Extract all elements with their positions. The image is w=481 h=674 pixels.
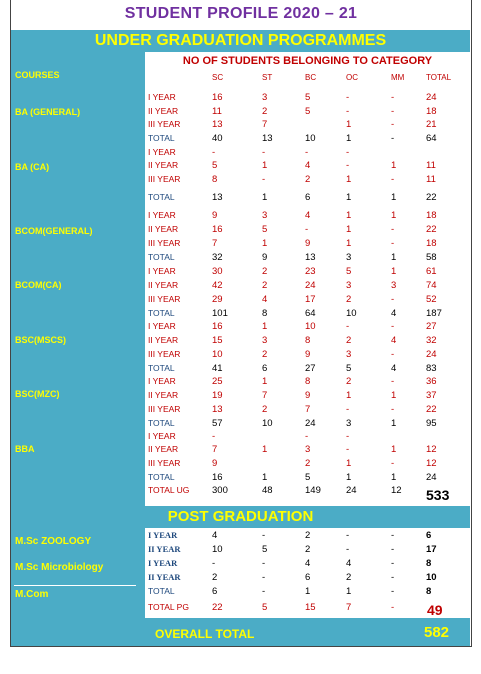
- table-cell: 2: [262, 106, 268, 117]
- table-cell: 8: [262, 308, 268, 319]
- table-cell: 6: [262, 363, 268, 374]
- table-cell: 5: [305, 106, 311, 117]
- table-row: [0, 280, 481, 293]
- table-cell: 10: [346, 308, 357, 319]
- row-label: III YEAR: [148, 174, 181, 184]
- table-cell: 1: [346, 458, 352, 469]
- table-cell: 7: [262, 119, 268, 130]
- table-cell: 1: [391, 390, 397, 401]
- table-cell: 101: [212, 308, 228, 319]
- row-label: II YEAR: [148, 572, 181, 582]
- page-title: STUDENT PROFILE 2020 – 21: [124, 5, 358, 22]
- table-cell: 4: [391, 363, 397, 374]
- row-label: III YEAR: [148, 238, 181, 248]
- row-label: TOTAL PG: [148, 602, 189, 612]
- table-cell: 2: [346, 376, 352, 387]
- table-cell: -: [391, 294, 395, 305]
- table-cell: 9: [305, 390, 311, 401]
- pg-grand-total: 49: [427, 602, 443, 618]
- course-name: BCOM(CA): [15, 280, 62, 290]
- table-cell: 16: [212, 224, 223, 235]
- table-cell: 5: [346, 266, 352, 277]
- table-cell: 8: [212, 174, 218, 185]
- table-cell: 1: [346, 133, 352, 144]
- table-cell: -: [391, 106, 395, 117]
- row-label: I YEAR: [148, 210, 176, 220]
- table-row: [0, 238, 481, 251]
- table-row: [0, 349, 481, 362]
- table-cell: 9: [212, 210, 218, 221]
- table-row: [0, 602, 481, 615]
- table-cell: -: [391, 404, 395, 415]
- table-cell: 8: [426, 586, 432, 597]
- row-label: TOTAL UG: [148, 485, 190, 495]
- table-cell: 2: [346, 572, 352, 583]
- table-cell: -: [346, 431, 350, 442]
- row-label: I YEAR: [148, 321, 176, 331]
- pg-course-name: M.Sc Microbiology: [15, 562, 104, 573]
- table-cell: 4: [305, 210, 311, 221]
- table-cell: -: [262, 530, 266, 541]
- course-name: BSC(MZC): [15, 389, 60, 399]
- table-row: [0, 431, 481, 444]
- table-cell: 10: [305, 321, 316, 332]
- row-label: II YEAR: [148, 335, 179, 345]
- row-label: TOTAL: [148, 472, 175, 482]
- table-cell: 2: [346, 335, 352, 346]
- table-cell: -: [391, 133, 395, 144]
- table-cell: 22: [426, 404, 437, 415]
- row-label: I YEAR: [148, 530, 178, 540]
- table-cell: -: [391, 572, 395, 583]
- table-cell: 29: [212, 294, 223, 305]
- table-cell: 32: [426, 335, 437, 346]
- table-cell: 16: [212, 92, 223, 103]
- pg-course-name: M.Com: [15, 589, 49, 600]
- table-cell: 5: [346, 363, 352, 374]
- table-cell: 10: [212, 349, 223, 360]
- table-row: [0, 444, 481, 457]
- table-cell: 3: [346, 418, 352, 429]
- row-label: III YEAR: [148, 458, 181, 468]
- row-label: II YEAR: [148, 544, 181, 554]
- table-cell: -: [262, 147, 266, 158]
- table-cell: 42: [212, 280, 223, 291]
- table-row: [0, 363, 481, 376]
- table-row: [0, 266, 481, 279]
- table-cell: 10: [305, 133, 316, 144]
- table-cell: 18: [426, 210, 437, 221]
- table-cell: 1: [262, 444, 268, 455]
- table-cell: 6: [305, 192, 311, 203]
- table-row: [0, 376, 481, 389]
- table-cell: 18: [426, 238, 437, 249]
- row-label: II YEAR: [148, 106, 179, 116]
- pg-course-name: M.Sc ZOOLOGY: [15, 536, 92, 547]
- table-cell: -: [346, 544, 350, 555]
- table-cell: -: [305, 147, 309, 158]
- table-cell: 4: [305, 558, 311, 569]
- table-cell: 17: [305, 294, 316, 305]
- table-cell: 64: [305, 308, 316, 319]
- table-cell: 8: [305, 376, 311, 387]
- row-label: I YEAR: [148, 266, 176, 276]
- table-cell: -: [212, 147, 216, 158]
- table-cell: -: [346, 321, 350, 332]
- table-row: [0, 294, 481, 307]
- table-cell: 11: [212, 106, 222, 117]
- table-row: [0, 558, 481, 571]
- row-label: TOTAL: [148, 252, 175, 262]
- table-cell: 3: [346, 252, 352, 263]
- table-cell: 25: [212, 376, 223, 387]
- row-label: TOTAL: [148, 418, 175, 428]
- table-cell: 2: [305, 530, 311, 541]
- table-cell: 9: [305, 238, 311, 249]
- table-row: [0, 458, 481, 471]
- table-cell: 1: [262, 238, 268, 249]
- table-cell: 9: [212, 458, 218, 469]
- overall-label: OVERALL TOTAL: [155, 627, 255, 641]
- table-row: [0, 530, 481, 543]
- table-cell: 1: [262, 321, 268, 332]
- table-cell: 4: [391, 335, 397, 346]
- table-cell: 1: [391, 160, 397, 171]
- table-cell: 1: [391, 266, 397, 277]
- table-cell: 2: [305, 544, 311, 555]
- table-cell: 7: [212, 444, 218, 455]
- table-cell: -: [262, 174, 266, 185]
- table-row: [0, 210, 481, 223]
- table-cell: -: [262, 558, 266, 569]
- table-cell: -: [262, 586, 266, 597]
- table-row: [0, 418, 481, 431]
- table-cell: 37: [426, 390, 437, 401]
- row-label: II YEAR: [148, 444, 179, 454]
- table-row: [0, 390, 481, 403]
- table-cell: -: [391, 530, 395, 541]
- course-name: BA (CA): [15, 162, 50, 172]
- table-row: [0, 92, 481, 105]
- row-label: TOTAL: [148, 363, 175, 373]
- table-cell: 57: [212, 418, 223, 429]
- table-cell: -: [346, 160, 350, 171]
- table-row: [0, 224, 481, 237]
- table-cell: 16: [212, 472, 223, 483]
- row-label: III YEAR: [148, 349, 181, 359]
- row-label: III YEAR: [148, 404, 181, 414]
- table-cell: 9: [262, 252, 268, 263]
- ug-grand-total: 533: [426, 487, 450, 503]
- table-cell: -: [262, 572, 266, 583]
- pg-heading: POST GRADUATION: [167, 508, 314, 525]
- table-cell: 27: [426, 321, 437, 332]
- table-cell: 1: [391, 252, 397, 263]
- table-row: [0, 472, 481, 485]
- table-cell: 18: [426, 106, 437, 117]
- table-cell: 2: [262, 349, 268, 360]
- table-cell: -: [391, 238, 395, 249]
- table-cell: 16: [212, 321, 223, 332]
- table-cell: -: [391, 586, 395, 597]
- table-cell: 17: [426, 544, 437, 555]
- table-cell: -: [346, 444, 350, 455]
- course-name: BA (GENERAL): [15, 107, 81, 117]
- column-header: SC: [212, 73, 224, 82]
- table-cell: -: [391, 602, 395, 613]
- table-cell: -: [391, 224, 395, 235]
- row-label: III YEAR: [148, 294, 181, 304]
- table-cell: 61: [426, 266, 437, 277]
- table-cell: 13: [262, 133, 273, 144]
- table-cell: -: [346, 404, 350, 415]
- table-cell: 30: [212, 266, 223, 277]
- table-cell: 95: [426, 418, 437, 429]
- table-cell: -: [346, 530, 350, 541]
- table-cell: 22: [212, 602, 223, 613]
- table-cell: 4: [212, 530, 218, 541]
- table-cell: 187: [426, 308, 442, 319]
- table-cell: 5: [305, 92, 311, 103]
- table-cell: -: [391, 92, 395, 103]
- table-cell: 12: [426, 458, 437, 469]
- table-cell: 24: [305, 280, 316, 291]
- table-cell: -: [391, 119, 395, 130]
- table-cell: 3: [346, 349, 352, 360]
- table-cell: 4: [262, 294, 268, 305]
- table-row: [0, 544, 481, 557]
- row-label: I YEAR: [148, 147, 176, 157]
- table-cell: 24: [305, 418, 316, 429]
- table-row: [0, 308, 481, 321]
- table-cell: 10: [262, 418, 273, 429]
- column-header: ST: [262, 73, 273, 82]
- row-label: I YEAR: [148, 92, 176, 102]
- table-cell: 1: [346, 472, 352, 483]
- table-cell: 1: [346, 119, 352, 130]
- table-cell: 21: [426, 119, 437, 130]
- table-cell: 7: [346, 602, 352, 613]
- table-cell: -: [305, 431, 309, 442]
- column-header: BC: [305, 73, 317, 82]
- table-row: [0, 586, 481, 599]
- course-name: BBA: [15, 444, 35, 454]
- table-cell: 15: [305, 602, 316, 613]
- table-row: [0, 572, 481, 585]
- table-cell: 6: [426, 530, 432, 541]
- table-cell: 11: [426, 160, 436, 171]
- table-cell: 13: [305, 252, 316, 263]
- table-row: [0, 252, 481, 265]
- table-cell: 74: [426, 280, 437, 291]
- table-cell: -: [346, 147, 350, 158]
- category-header: NO OF STUDENTS BELONGING TO CATEGORY: [182, 55, 433, 67]
- table-cell: 1: [391, 418, 397, 429]
- table-cell: 3: [305, 444, 311, 455]
- table-row: [0, 192, 481, 205]
- row-label: TOTAL: [148, 308, 175, 318]
- table-cell: 19: [212, 390, 223, 401]
- table-cell: 1: [346, 238, 352, 249]
- table-cell: 83: [426, 363, 437, 374]
- table-cell: 8: [426, 558, 432, 569]
- table-cell: -: [391, 321, 395, 332]
- table-cell: 24: [346, 485, 357, 496]
- row-label: I YEAR: [148, 558, 178, 568]
- row-label: II YEAR: [148, 224, 179, 234]
- table-cell: 40: [212, 133, 223, 144]
- table-cell: 3: [262, 210, 268, 221]
- table-cell: 1: [305, 586, 311, 597]
- column-header: MM: [391, 73, 405, 82]
- table-cell: 1: [262, 472, 268, 483]
- table-cell: 2: [262, 266, 268, 277]
- table-cell: 5: [262, 602, 268, 613]
- course-name: BSC(MSCS): [15, 335, 66, 345]
- table-cell: -: [346, 106, 350, 117]
- table-cell: 1: [262, 192, 268, 203]
- table-cell: 6: [212, 586, 218, 597]
- table-row: [0, 485, 481, 498]
- row-label: I YEAR: [148, 431, 176, 441]
- table-cell: 4: [305, 160, 311, 171]
- table-cell: 9: [305, 349, 311, 360]
- table-row: [0, 133, 481, 146]
- table-cell: -: [391, 558, 395, 569]
- table-cell: 10: [212, 544, 223, 555]
- table-row: [0, 174, 481, 187]
- table-cell: 13: [212, 404, 223, 415]
- table-cell: 5: [305, 472, 311, 483]
- table-cell: 24: [426, 349, 437, 360]
- table-cell: -: [391, 376, 395, 387]
- table-cell: 11: [426, 174, 436, 185]
- table-cell: -: [391, 544, 395, 555]
- table-cell: 24: [426, 92, 437, 103]
- table-cell: 3: [391, 280, 397, 291]
- row-label: I YEAR: [148, 376, 176, 386]
- table-cell: 3: [262, 92, 268, 103]
- row-label: II YEAR: [148, 390, 179, 400]
- table-cell: 2: [346, 294, 352, 305]
- table-cell: 13: [212, 192, 223, 203]
- table-row: [0, 321, 481, 334]
- row-label: TOTAL: [148, 586, 175, 596]
- table-cell: 149: [305, 485, 321, 496]
- course-name: BCOM(GENERAL): [15, 226, 93, 236]
- table-cell: 1: [391, 210, 397, 221]
- table-cell: 12: [426, 444, 437, 455]
- table-cell: 5: [212, 160, 218, 171]
- table-cell: 32: [212, 252, 223, 263]
- table-cell: 2: [262, 280, 268, 291]
- table-cell: 52: [426, 294, 437, 305]
- column-header: OC: [346, 73, 358, 82]
- table-cell: 6: [305, 572, 311, 583]
- table-cell: 15: [212, 335, 223, 346]
- table-cell: 1: [346, 224, 352, 235]
- overall-total: 582: [424, 624, 450, 641]
- table-cell: 64: [426, 133, 437, 144]
- table-cell: 1: [391, 444, 397, 455]
- table-cell: 2: [305, 458, 311, 469]
- table-cell: 1: [391, 472, 397, 483]
- table-row: [0, 106, 481, 119]
- table-cell: 3: [262, 335, 268, 346]
- table-cell: 10: [426, 572, 437, 583]
- row-label: TOTAL: [148, 192, 175, 202]
- table-cell: -: [305, 224, 309, 235]
- table-cell: 22: [426, 192, 437, 203]
- table-cell: 1: [391, 192, 397, 203]
- row-label: II YEAR: [148, 280, 179, 290]
- table-cell: 36: [426, 376, 437, 387]
- table-cell: 1: [346, 192, 352, 203]
- ug-heading: UNDER GRADUATION PROGRAMMES: [94, 32, 387, 49]
- table-row: [0, 147, 481, 160]
- table-row: [0, 404, 481, 417]
- table-cell: 1: [346, 586, 352, 597]
- table-cell: 4: [346, 558, 352, 569]
- table-cell: 300: [212, 485, 228, 496]
- row-label: III YEAR: [148, 119, 181, 129]
- table-cell: 5: [262, 224, 268, 235]
- table-cell: 1: [262, 376, 268, 387]
- table-cell: -: [391, 458, 395, 469]
- table-row: [0, 160, 481, 173]
- table-cell: 7: [305, 404, 311, 415]
- table-cell: 1: [346, 174, 352, 185]
- table-cell: 22: [426, 224, 437, 235]
- courses-label: COURSES: [15, 70, 60, 80]
- table-cell: 7: [262, 390, 268, 401]
- table-cell: 12: [391, 485, 402, 496]
- column-header: TOTAL: [426, 73, 452, 82]
- table-cell: 23: [305, 266, 316, 277]
- table-row: [0, 119, 481, 132]
- table-cell: 3: [346, 280, 352, 291]
- table-cell: 7: [212, 238, 218, 249]
- table-cell: 1: [346, 210, 352, 221]
- table-cell: 13: [212, 119, 223, 130]
- table-cell: 1: [346, 390, 352, 401]
- table-cell: 8: [305, 335, 311, 346]
- table-cell: 2: [305, 174, 311, 185]
- table-cell: -: [212, 558, 216, 569]
- row-label: TOTAL: [148, 133, 175, 143]
- table-cell: -: [391, 349, 395, 360]
- table-row: [0, 335, 481, 348]
- table-cell: -: [391, 174, 395, 185]
- table-cell: -: [346, 92, 350, 103]
- table-cell: 2: [212, 572, 218, 583]
- row-label: II YEAR: [148, 160, 179, 170]
- table-cell: 58: [426, 252, 437, 263]
- table-cell: 1: [262, 160, 268, 171]
- table-cell: 27: [305, 363, 316, 374]
- table-cell: 48: [262, 485, 273, 496]
- table-cell: 4: [391, 308, 397, 319]
- table-cell: 5: [262, 544, 268, 555]
- table-cell: 2: [262, 404, 268, 415]
- table-cell: 41: [212, 363, 223, 374]
- table-cell: -: [212, 431, 216, 442]
- table-cell: 24: [426, 472, 437, 483]
